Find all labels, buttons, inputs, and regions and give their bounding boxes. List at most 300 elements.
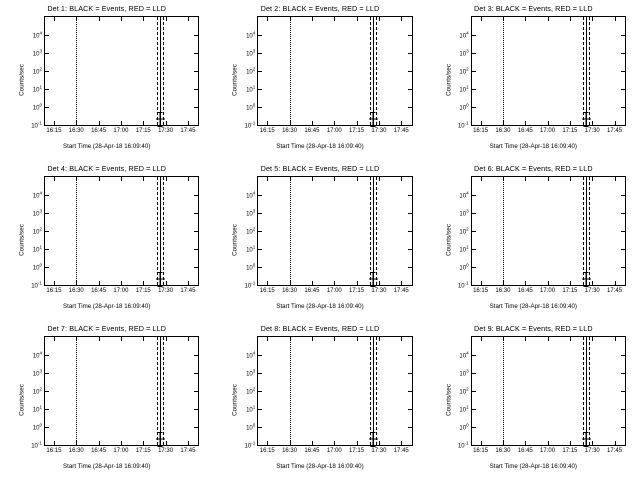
x-tick-mark <box>379 17 380 21</box>
x-error-bar <box>582 278 590 279</box>
x-tick-mark <box>379 281 380 285</box>
x-tick-mark <box>99 177 100 181</box>
y-tick-mark <box>472 35 476 36</box>
x-tick-label: 16:30 <box>282 448 298 454</box>
y-tick-label: $10^{-1}$ <box>244 120 256 130</box>
x-error-cap <box>369 278 370 279</box>
y-tick-mark <box>408 409 412 410</box>
y-error-cap <box>370 272 375 273</box>
x-tick-mark <box>570 441 571 445</box>
y-tick-mark <box>408 35 412 36</box>
x-tick-mark <box>525 121 526 125</box>
marker-line-dashed <box>583 17 585 125</box>
x-tick-mark <box>548 337 549 341</box>
y-tick-label: $10^4$ <box>459 30 469 40</box>
y-tick-mark <box>194 125 198 126</box>
x-tick-mark <box>570 121 571 125</box>
y-error-cap <box>157 286 162 287</box>
marker-line-solid <box>160 337 161 445</box>
x-tick-mark <box>401 121 402 125</box>
y-error-cap <box>157 112 162 113</box>
x-tick-mark <box>615 441 616 445</box>
marker-line-dotted <box>503 177 505 285</box>
y-tick-mark <box>621 355 625 356</box>
y-tick-mark <box>194 285 198 286</box>
y-tick-mark <box>621 285 625 286</box>
y-error-cap <box>370 126 375 127</box>
y-tick-mark <box>45 391 49 392</box>
x-tick-label: 17:30 <box>584 288 600 294</box>
x-tick-mark <box>188 337 189 341</box>
panel-7 <box>0 320 213 480</box>
y-tick-mark <box>258 35 262 36</box>
y-tick-label: $10^{-1}$ <box>457 280 469 290</box>
y-tick-label: $10^0$ <box>459 262 469 272</box>
marker-line-solid <box>586 177 587 285</box>
y-tick-mark <box>45 427 49 428</box>
y-tick-mark <box>408 71 412 72</box>
y-tick-label: $10^1$ <box>32 244 42 254</box>
x-axis-label: Start Time (28-Apr-18 16:09:40) <box>62 463 151 470</box>
panel-1 <box>0 0 213 160</box>
panel-title: Det 9: BLACK = Events, RED = LLD <box>473 324 593 333</box>
x-tick-mark <box>592 281 593 285</box>
y-tick-mark <box>194 249 198 250</box>
x-tick-mark <box>592 17 593 21</box>
panel-title: Det 4: BLACK = Events, RED = LLD <box>47 164 166 173</box>
x-tick-mark <box>143 177 144 181</box>
x-tick-label: 16:30 <box>68 448 84 454</box>
y-axis-label: Counts/sec <box>231 64 239 96</box>
y-tick-label: $10^3$ <box>459 48 469 58</box>
marker-line-dotted <box>503 17 505 125</box>
x-error-cap <box>164 438 165 439</box>
x-error-bar <box>369 438 377 439</box>
x-tick-mark <box>570 17 571 21</box>
x-tick-mark <box>615 121 616 125</box>
x-tick-mark <box>592 441 593 445</box>
panel-title: Det 1: BLACK = Events, RED = LLD <box>47 4 166 13</box>
x-tick-mark <box>357 177 358 181</box>
marker-line-dotted <box>290 177 292 285</box>
panel-title: Det 7: BLACK = Events, RED = LLD <box>47 324 166 333</box>
x-tick-label: 17:30 <box>584 448 600 454</box>
x-axis-label: Start Time (28-Apr-18 16:09:40) <box>276 143 364 150</box>
x-error-cap <box>590 438 591 439</box>
y-error-cap <box>584 112 589 113</box>
x-tick-mark <box>312 337 313 341</box>
x-tick-mark <box>143 121 144 125</box>
x-tick-mark <box>615 281 616 285</box>
marker-line-dashed <box>370 17 372 125</box>
x-error-cap <box>377 278 378 279</box>
x-tick-label: 17:00 <box>113 288 129 294</box>
y-tick-mark <box>408 445 412 446</box>
marker-line-dashed <box>163 177 165 285</box>
x-tick-mark <box>267 441 268 445</box>
y-tick-mark <box>621 107 625 108</box>
x-tick-label: 17:45 <box>393 128 409 134</box>
x-tick-label: 17:00 <box>326 288 342 294</box>
y-tick-mark <box>194 391 198 392</box>
x-tick-mark <box>379 177 380 181</box>
x-tick-label: 17:30 <box>371 128 387 134</box>
x-tick-mark <box>481 441 482 445</box>
x-tick-mark <box>312 177 313 181</box>
marker-line-dotted <box>76 177 78 285</box>
x-tick-label: 17:45 <box>393 448 409 454</box>
chart-panel <box>213 320 426 480</box>
x-tick-mark <box>357 281 358 285</box>
x-error-bar <box>582 118 590 119</box>
plot-area <box>457 336 626 454</box>
y-tick-mark <box>194 267 198 268</box>
y-tick-mark <box>258 213 262 214</box>
y-tick-mark <box>472 195 476 196</box>
x-tick-mark <box>121 177 122 181</box>
y-axis-label: Counts/sec <box>445 384 453 416</box>
x-axis-label: Start Time (28-Apr-18 16:09:40) <box>276 463 364 470</box>
x-tick-mark <box>357 17 358 21</box>
y-tick-mark <box>258 355 262 356</box>
y-tick-mark <box>408 125 412 126</box>
x-tick-label: 17:15 <box>349 448 365 454</box>
x-tick-mark <box>481 337 482 341</box>
y-tick-mark <box>472 391 476 392</box>
y-error-cap <box>584 126 589 127</box>
y-tick-mark <box>45 409 49 410</box>
y-tick-mark <box>258 53 262 54</box>
x-tick-mark <box>592 121 593 125</box>
y-tick-label: $10^3$ <box>32 208 42 218</box>
y-tick-mark <box>258 373 262 374</box>
x-tick-label: 16:30 <box>495 288 511 294</box>
x-tick-mark <box>54 17 55 21</box>
x-tick-label: 16:15 <box>46 128 62 134</box>
x-tick-mark <box>54 177 55 181</box>
y-tick-mark <box>472 213 476 214</box>
chart-panel <box>427 0 640 160</box>
x-tick-mark <box>592 177 593 181</box>
y-tick-mark <box>408 213 412 214</box>
x-tick-label: 17:00 <box>326 448 342 454</box>
x-tick-mark <box>357 441 358 445</box>
x-tick-label: 17:45 <box>607 128 623 134</box>
y-tick-label: $10^2$ <box>32 226 42 236</box>
y-tick-mark <box>408 355 412 356</box>
x-error-cap <box>369 438 370 439</box>
marker-line-dashed <box>163 17 165 125</box>
x-tick-mark <box>143 337 144 341</box>
y-tick-mark <box>472 231 476 232</box>
x-tick-label: 16:15 <box>259 128 275 134</box>
y-tick-label: $10^1$ <box>246 84 256 94</box>
plot-area <box>31 16 199 134</box>
x-tick-mark <box>121 281 122 285</box>
y-error-cap <box>584 286 589 287</box>
y-tick-mark <box>194 35 198 36</box>
marker-line-solid <box>586 17 587 125</box>
y-tick-label: $10^3$ <box>459 368 469 378</box>
x-tick-mark <box>525 441 526 445</box>
x-tick-mark <box>188 121 189 125</box>
x-tick-mark <box>548 177 549 181</box>
y-tick-mark <box>194 355 198 356</box>
y-tick-mark <box>45 35 49 36</box>
x-tick-mark <box>312 441 313 445</box>
x-tick-label: 17:15 <box>135 448 151 454</box>
y-axis-label: Counts/sec <box>445 224 453 256</box>
y-tick-label: $10^4$ <box>246 30 256 40</box>
panel-8 <box>213 320 426 480</box>
x-error-bar <box>369 278 377 279</box>
marker-line-dashed <box>589 17 591 125</box>
marker-line-dashed <box>376 177 378 285</box>
x-tick-mark <box>401 337 402 341</box>
x-tick-label: 17:00 <box>540 128 556 134</box>
x-tick-label: 16:30 <box>68 288 84 294</box>
y-tick-mark <box>408 285 412 286</box>
marker-line-dashed <box>583 337 585 445</box>
y-tick-label: $10^1$ <box>459 84 469 94</box>
plot-area <box>457 176 626 294</box>
x-tick-label: 16:45 <box>517 288 533 294</box>
x-tick-mark <box>267 281 268 285</box>
y-tick-label: $10^4$ <box>32 190 42 200</box>
y-tick-label: $10^4$ <box>459 350 469 360</box>
x-tick-label: 16:30 <box>282 128 298 134</box>
y-tick-mark <box>472 53 476 54</box>
y-tick-mark <box>408 231 412 232</box>
y-tick-mark <box>408 195 412 196</box>
y-tick-mark <box>621 213 625 214</box>
y-tick-mark <box>194 373 198 374</box>
y-error-cap <box>157 432 162 433</box>
marker-line-solid <box>373 337 374 445</box>
x-tick-label: 17:45 <box>180 448 196 454</box>
x-tick-mark <box>99 121 100 125</box>
y-tick-label: $10^{-1}$ <box>31 440 42 450</box>
y-error-cap <box>584 432 589 433</box>
plot-area <box>244 176 412 294</box>
x-tick-mark <box>334 17 335 21</box>
y-error-cap <box>370 432 375 433</box>
x-tick-mark <box>121 121 122 125</box>
x-error-cap <box>582 118 583 119</box>
y-tick-mark <box>621 391 625 392</box>
y-tick-mark <box>45 125 49 126</box>
x-tick-label: 16:15 <box>46 288 62 294</box>
marker-line-solid <box>160 17 161 125</box>
y-tick-mark <box>258 409 262 410</box>
y-tick-label: $10^0$ <box>459 422 469 432</box>
x-tick-label: 17:30 <box>371 288 387 294</box>
x-tick-label: 17:00 <box>540 288 556 294</box>
y-tick-label: $10^4$ <box>459 190 469 200</box>
marker-line-solid <box>373 17 374 125</box>
y-tick-mark <box>472 285 476 286</box>
x-tick-label: 17:15 <box>349 288 365 294</box>
x-tick-label: 16:45 <box>304 288 320 294</box>
y-axis-label: Counts/sec <box>18 64 26 96</box>
y-tick-mark <box>472 249 476 250</box>
x-tick-mark <box>166 121 167 125</box>
panel-title: Det 2: BLACK = Events, RED = LLD <box>260 4 380 13</box>
x-tick-mark <box>481 121 482 125</box>
y-axis-label: Counts/sec <box>18 224 26 256</box>
y-tick-mark <box>472 125 476 126</box>
x-axis-label: Start Time (28-Apr-18 16:09:40) <box>489 303 577 310</box>
x-tick-label: 16:45 <box>91 448 107 454</box>
x-axis-label: Start Time (28-Apr-18 16:09:40) <box>489 143 577 150</box>
y-tick-mark <box>258 231 262 232</box>
y-tick-label: $10^{-1}$ <box>457 120 469 130</box>
y-tick-mark <box>194 71 198 72</box>
x-tick-mark <box>548 441 549 445</box>
marker-line-dashed <box>376 17 378 125</box>
x-tick-mark <box>121 17 122 21</box>
x-tick-mark <box>401 441 402 445</box>
panel-4 <box>0 160 213 320</box>
y-tick-label: $10^0$ <box>32 422 42 432</box>
x-tick-mark <box>357 121 358 125</box>
y-tick-label: $10^1$ <box>246 404 256 414</box>
marker-line-dotted <box>76 337 78 445</box>
y-tick-label: $10^3$ <box>246 48 256 58</box>
x-tick-label: 16:15 <box>473 288 489 294</box>
x-error-cap <box>156 438 157 439</box>
y-tick-mark <box>408 89 412 90</box>
y-tick-label: $10^{-1}$ <box>457 440 469 450</box>
panel-2 <box>213 0 426 160</box>
x-error-cap <box>164 278 165 279</box>
x-tick-mark <box>99 337 100 341</box>
marker-line-dashed <box>376 337 378 445</box>
x-tick-label: 17:15 <box>135 288 151 294</box>
y-tick-mark <box>258 125 262 126</box>
x-tick-label: 16:45 <box>517 448 533 454</box>
y-tick-label: $10^3$ <box>32 48 42 58</box>
y-tick-mark <box>472 409 476 410</box>
x-tick-label: 16:30 <box>495 128 511 134</box>
y-tick-mark <box>258 249 262 250</box>
x-tick-mark <box>334 121 335 125</box>
y-tick-label: $10^2$ <box>32 66 42 76</box>
x-tick-mark <box>166 177 167 181</box>
y-tick-label: $10^4$ <box>246 190 256 200</box>
x-tick-label: 16:30 <box>68 128 84 134</box>
x-tick-mark <box>312 281 313 285</box>
y-tick-label: $10^{-1}$ <box>31 280 42 290</box>
x-tick-mark <box>379 337 380 341</box>
x-tick-mark <box>188 281 189 285</box>
y-tick-mark <box>45 285 49 286</box>
y-tick-label: $10^2$ <box>459 386 469 396</box>
x-tick-mark <box>334 281 335 285</box>
x-tick-mark <box>548 281 549 285</box>
y-tick-mark <box>408 107 412 108</box>
marker-line-dotted <box>290 337 292 445</box>
y-tick-label: $10^1$ <box>32 404 42 414</box>
panel-title: Det 8: BLACK = Events, RED = LLD <box>260 324 380 333</box>
x-tick-label: 17:15 <box>562 288 578 294</box>
y-tick-mark <box>45 249 49 250</box>
y-axis-label: Counts/sec <box>445 64 453 96</box>
y-tick-mark <box>258 107 262 108</box>
chart-panel <box>427 320 640 480</box>
x-tick-mark <box>334 441 335 445</box>
x-tick-mark <box>401 281 402 285</box>
x-tick-label: 17:45 <box>607 448 623 454</box>
plot-area <box>457 16 626 134</box>
x-tick-mark <box>525 17 526 21</box>
y-tick-label: $10^3$ <box>246 368 256 378</box>
x-tick-mark <box>334 337 335 341</box>
x-tick-mark <box>481 281 482 285</box>
y-tick-mark <box>194 409 198 410</box>
y-tick-mark <box>621 195 625 196</box>
marker-line-dotted <box>76 17 78 125</box>
x-axis-label: Start Time (28-Apr-18 16:09:40) <box>276 303 364 310</box>
x-tick-mark <box>143 17 144 21</box>
y-tick-label: $10^2$ <box>246 66 256 76</box>
panel-6 <box>427 160 640 320</box>
y-tick-mark <box>258 391 262 392</box>
x-tick-mark <box>188 17 189 21</box>
y-tick-mark <box>472 427 476 428</box>
y-tick-label: $10^1$ <box>246 244 256 254</box>
y-tick-mark <box>194 445 198 446</box>
marker-line-solid <box>586 337 587 445</box>
y-tick-mark <box>258 89 262 90</box>
x-axis-label: Start Time (28-Apr-18 16:09:40) <box>62 303 151 310</box>
y-tick-label: $10^2$ <box>246 226 256 236</box>
x-tick-label: 16:30 <box>282 288 298 294</box>
y-tick-mark <box>472 445 476 446</box>
marker-line-dashed <box>157 337 159 445</box>
x-tick-mark <box>481 177 482 181</box>
x-tick-mark <box>267 17 268 21</box>
y-tick-label: $10^0$ <box>32 262 42 272</box>
x-tick-mark <box>615 177 616 181</box>
x-tick-label: 17:00 <box>540 448 556 454</box>
x-tick-label: 16:45 <box>304 128 320 134</box>
x-tick-mark <box>615 17 616 21</box>
x-tick-mark <box>401 177 402 181</box>
marker-line-solid <box>373 177 374 285</box>
x-tick-mark <box>570 337 571 341</box>
x-error-cap <box>164 118 165 119</box>
panel-title: Det 3: BLACK = Events, RED = LLD <box>473 4 593 13</box>
y-tick-label: $10^4$ <box>32 30 42 40</box>
x-tick-mark <box>188 177 189 181</box>
y-tick-mark <box>194 231 198 232</box>
y-tick-mark <box>45 373 49 374</box>
x-tick-label: 16:15 <box>46 448 62 454</box>
x-tick-mark <box>267 337 268 341</box>
x-tick-mark <box>188 441 189 445</box>
y-tick-label: $10^{-1}$ <box>31 120 42 130</box>
x-tick-label: 16:45 <box>91 288 107 294</box>
y-tick-label: $10^2$ <box>246 386 256 396</box>
y-error-cap <box>584 272 589 273</box>
y-tick-mark <box>472 107 476 108</box>
x-error-cap <box>377 438 378 439</box>
x-error-cap <box>582 438 583 439</box>
y-axis-label: Counts/sec <box>18 384 26 416</box>
x-error-bar <box>582 438 590 439</box>
y-tick-label: $10^0$ <box>246 422 256 432</box>
